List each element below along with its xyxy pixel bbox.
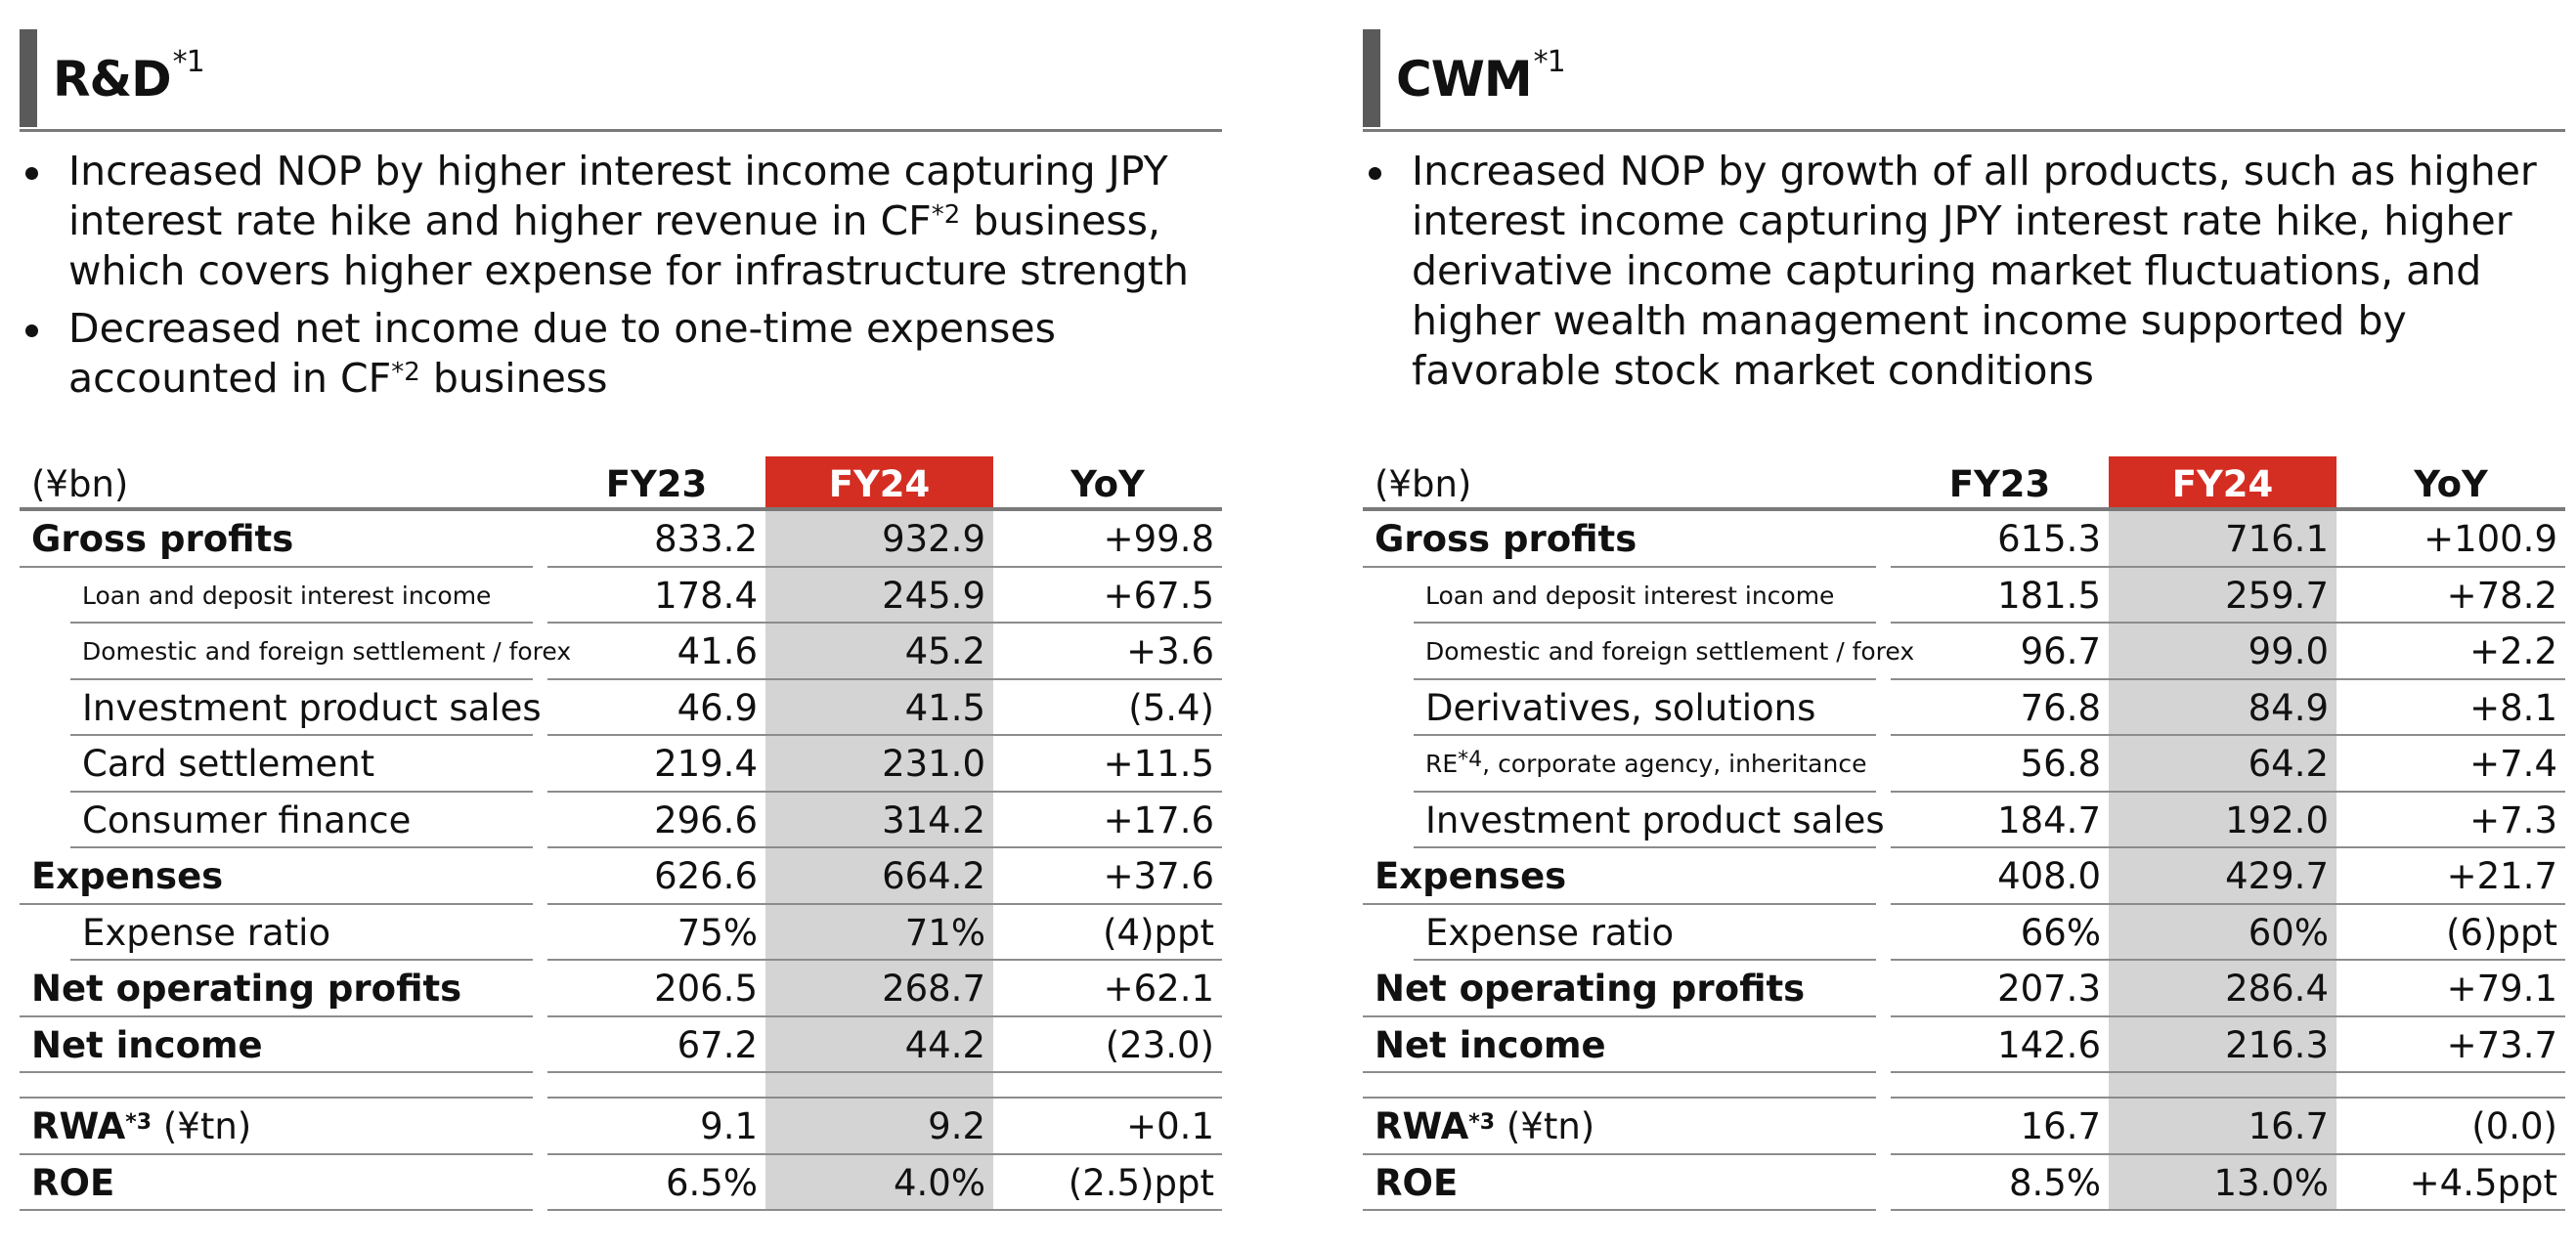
table-row [1363, 1017, 2565, 1074]
row-label-text: Expense ratio [82, 911, 331, 954]
table-row [20, 736, 1222, 793]
column-header-fy24: FY24 [828, 462, 931, 505]
row-label [1425, 680, 1815, 737]
footnote-marker: *2 [391, 358, 420, 387]
yoy-value: +2.2 [2469, 630, 2557, 673]
row-label [31, 511, 293, 568]
financial-table [20, 456, 1222, 1248]
row-rule [1363, 1209, 1876, 1211]
column-header-yoy: YoY [1070, 462, 1145, 505]
row-label [1425, 736, 1866, 793]
row-label-text: RE [1425, 750, 1459, 779]
fy24-value: 9.2 [928, 1105, 985, 1148]
table-row [1363, 736, 2565, 793]
table-row [20, 1155, 1222, 1212]
fy23-value: 75% [677, 911, 758, 954]
fy23-value: 66% [2020, 911, 2101, 954]
row-label-text: ROE [1375, 1161, 1459, 1204]
yoy-value: (6)ppt [2446, 911, 2557, 954]
fy23-value: 626.6 [654, 855, 758, 898]
row-label [82, 680, 542, 737]
fy23-value: 408.0 [1997, 855, 2101, 898]
yoy-value: +11.5 [1103, 743, 1214, 786]
row-label-text: Net operating profits [31, 968, 462, 1011]
row-label [1375, 1155, 1458, 1212]
row-label-text: Card settlement [82, 743, 375, 786]
row-label [31, 1017, 263, 1074]
bullet-item [1363, 147, 2575, 396]
column-header-fy24: FY24 [2171, 462, 2274, 505]
table-row [1363, 848, 2565, 905]
bullet-text: Increased NOP by higher interest income capturing JPY interest rate hike and higher revenue in CF [68, 148, 1168, 244]
table-header [20, 456, 1222, 511]
fy24-value: 13.0% [2213, 1161, 2329, 1204]
yoy-value: +79.1 [2446, 968, 2557, 1011]
yoy-value: +62.1 [1103, 968, 1214, 1011]
row-label-text: ROE [31, 1161, 115, 1204]
fy24-value: 64.2 [2248, 743, 2329, 786]
fy23-value: 8.5% [2009, 1161, 2101, 1204]
row-label [31, 1155, 114, 1212]
bullet-item [20, 147, 1232, 296]
table-row [1363, 1155, 2565, 1212]
fy24-value: 716.1 [2225, 518, 2329, 561]
fy24-value: 429.7 [2225, 855, 2329, 898]
yoy-value: (2.5)ppt [1068, 1161, 1214, 1204]
fy23-value: 296.6 [654, 798, 758, 841]
row-label [82, 568, 491, 625]
row-label-suffix: , corporate agency, inheritance [1482, 750, 1867, 779]
table-row [1363, 961, 2565, 1017]
bullet-text: business, which covers higher expense for infrastructure strength [68, 197, 1189, 294]
yoy-value: (0.0) [2471, 1105, 2557, 1148]
yoy-value: (4)ppt [1103, 911, 1214, 954]
yoy-value: +4.5ppt [2409, 1161, 2557, 1204]
row-label-text: Investment product sales [82, 686, 542, 729]
yoy-value: +8.1 [2469, 686, 2557, 729]
row-label-text: RWA [1375, 1105, 1469, 1148]
bullet-text: Decreased net income due to one-time expenses accounted in CF [68, 305, 1056, 402]
row-label [1375, 848, 1566, 905]
fy23-value: 181.5 [1997, 574, 2101, 617]
fy23-value: 833.2 [654, 518, 758, 561]
yoy-value: +100.9 [2423, 518, 2557, 561]
bullet-text: Increased NOP by growth of all products, such as higher interest income capturing JPY interest rate hike, higher derivative income capturing market fluctuations, and higher wealth management income supported by favorable stock market conditions [1412, 148, 2537, 394]
section-title: $R\&D^{*1}$ [53, 45, 204, 108]
row-label [1425, 905, 1674, 962]
row-label-text: Derivatives, solutions [1425, 686, 1816, 729]
table-row [1363, 568, 2565, 625]
table-row [20, 905, 1222, 962]
fy23-value: 184.7 [1997, 798, 2101, 841]
yoy-value: +7.4 [2469, 743, 2557, 786]
row-label [1425, 793, 1885, 849]
title-accent-bar [1363, 29, 1380, 127]
fy24-value: 192.0 [2225, 798, 2329, 841]
fy23-value: 41.6 [677, 630, 758, 673]
fy24-value: 16.7 [2248, 1105, 2329, 1148]
bullet-text: business [419, 355, 608, 402]
yoy-value: +21.7 [2446, 855, 2557, 898]
row-label [1375, 1099, 1594, 1155]
row-label-text: Domestic and foreign settlement / forex [82, 637, 572, 667]
row-label-text: Gross profits [31, 518, 294, 561]
table-row [1363, 793, 2565, 849]
row-label-text: Investment product sales [1425, 798, 1885, 841]
row-label-text: RWA [31, 1105, 126, 1148]
fy24-value: 245.9 [882, 574, 985, 617]
fy23-value: 142.6 [1997, 1023, 2101, 1066]
fy23-value: 9.1 [700, 1105, 758, 1148]
row-label-text: Consumer finance [82, 798, 412, 841]
row-label [1425, 624, 1914, 680]
row-label-text: Loan and deposit interest income [82, 581, 492, 610]
cwm-panel [1363, 29, 2565, 1204]
fy24-value: 41.5 [904, 686, 985, 729]
row-rule [20, 1209, 533, 1211]
table-spacer-row [20, 1073, 1222, 1099]
fy24-value: 932.9 [882, 518, 985, 561]
table-row [20, 1099, 1222, 1155]
fy24-value: 664.2 [882, 855, 985, 898]
table-row [1363, 905, 2565, 962]
row-label-text: Net income [1375, 1023, 1606, 1066]
yoy-value: +17.6 [1103, 798, 1214, 841]
yoy-value: +73.7 [2446, 1023, 2557, 1066]
footnote-marker: *3 [125, 1110, 153, 1136]
table-row [20, 961, 1222, 1017]
bullet-dot-icon [1369, 167, 1381, 180]
yoy-value: (5.4) [1128, 686, 1214, 729]
fy23-value: 6.5% [666, 1161, 758, 1204]
fy24-value: 99.0 [2248, 630, 2329, 673]
table-header [1363, 456, 2565, 511]
fy23-value: 96.7 [2020, 630, 2101, 673]
row-label [82, 793, 411, 849]
fy24-value: 259.7 [2225, 574, 2329, 617]
unit-label: (¥bn) [31, 462, 129, 505]
yoy-value: +3.6 [1126, 630, 1214, 673]
footnote-marker: *3 [1468, 1110, 1496, 1136]
fy23-value: 615.3 [1997, 518, 2101, 561]
row-label [1425, 568, 1834, 625]
row-label [1375, 961, 1805, 1017]
row-label-text: Expenses [31, 855, 224, 898]
row-label-text: Gross profits [1375, 518, 1637, 561]
bullet-list [1363, 147, 2575, 404]
yoy-value: +99.8 [1103, 518, 1214, 561]
fy24-value: 4.0% [894, 1161, 985, 1204]
column-header-yoy: YoY [2414, 462, 2488, 505]
yoy-value: (23.0) [1105, 1023, 1214, 1066]
table-row [20, 624, 1222, 680]
bullet-dot-icon [25, 167, 38, 180]
yoy-value: +67.5 [1103, 574, 1214, 617]
table-row [20, 1017, 1222, 1074]
row-label [82, 624, 571, 680]
row-label-text: Expense ratio [1425, 911, 1675, 954]
rd-panel [20, 29, 1222, 1204]
fy23-value: 206.5 [654, 968, 758, 1011]
section-title-bar [1363, 29, 2565, 132]
table-row [20, 680, 1222, 737]
bullet-item [20, 304, 1232, 404]
fy24-value: 231.0 [882, 743, 985, 786]
table-row [1363, 1099, 2565, 1155]
row-label-suffix: (¥tn) [152, 1105, 252, 1148]
yoy-value: +78.2 [2446, 574, 2557, 617]
row-rule [1891, 1209, 2565, 1211]
section-title: CWM$^{*1}$ [1396, 45, 1565, 108]
table-row [1363, 680, 2565, 737]
row-rule [547, 1209, 1222, 1211]
fy23-value: 76.8 [2020, 686, 2101, 729]
table-row [1363, 624, 2565, 680]
fy24-value: 71% [904, 911, 985, 954]
column-header-fy23: FY23 [1948, 462, 2051, 505]
table-spacer-row [1363, 1073, 2565, 1099]
table-row [20, 848, 1222, 905]
yoy-value: +37.6 [1103, 855, 1214, 898]
table-row [20, 511, 1222, 568]
fy23-value: 16.7 [2020, 1105, 2101, 1148]
financial-table [1363, 456, 2565, 1248]
table-row [1363, 511, 2565, 568]
bullet-list [20, 147, 1232, 411]
footnote-marker: *2 [931, 200, 961, 230]
row-label [31, 1099, 251, 1155]
fy24-value: 268.7 [882, 968, 985, 1011]
table-row [20, 568, 1222, 625]
row-label [82, 736, 374, 793]
row-label-text: Expenses [1375, 855, 1567, 898]
section-title-bar [20, 29, 1222, 132]
fy24-value: 45.2 [904, 630, 985, 673]
row-label-text: Net operating profits [1375, 968, 1806, 1011]
row-label [1375, 1017, 1606, 1074]
title-accent-bar [20, 29, 37, 127]
fy23-value: 178.4 [654, 574, 758, 617]
fy24-value: 84.9 [2248, 686, 2329, 729]
bullet-dot-icon [25, 324, 38, 337]
row-label-suffix: (¥tn) [1495, 1105, 1595, 1148]
fy24-value: 60% [2248, 911, 2329, 954]
fy24-value: 44.2 [904, 1023, 985, 1066]
fy24-value: 216.3 [2225, 1023, 2329, 1066]
fy23-value: 46.9 [677, 686, 758, 729]
table-row [20, 793, 1222, 849]
fy24-value: 286.4 [2225, 968, 2329, 1011]
column-header-fy23: FY23 [605, 462, 708, 505]
row-label [82, 905, 330, 962]
fy23-value: 56.8 [2020, 743, 2101, 786]
fy23-value: 219.4 [654, 743, 758, 786]
row-label-text: Loan and deposit interest income [1425, 581, 1835, 610]
fy23-value: 207.3 [1997, 968, 2101, 1011]
footnote-marker: *4 [1458, 748, 1483, 773]
row-label-text: Net income [31, 1023, 263, 1066]
row-label [1375, 511, 1637, 568]
yoy-value: +7.3 [2469, 798, 2557, 841]
fy24-value: 314.2 [882, 798, 985, 841]
yoy-value: +0.1 [1126, 1105, 1214, 1148]
row-label [31, 848, 223, 905]
fy23-value: 67.2 [677, 1023, 758, 1066]
row-label [31, 961, 461, 1017]
row-label-text: Domestic and foreign settlement / forex [1425, 637, 1915, 667]
unit-label: (¥bn) [1375, 462, 1472, 505]
